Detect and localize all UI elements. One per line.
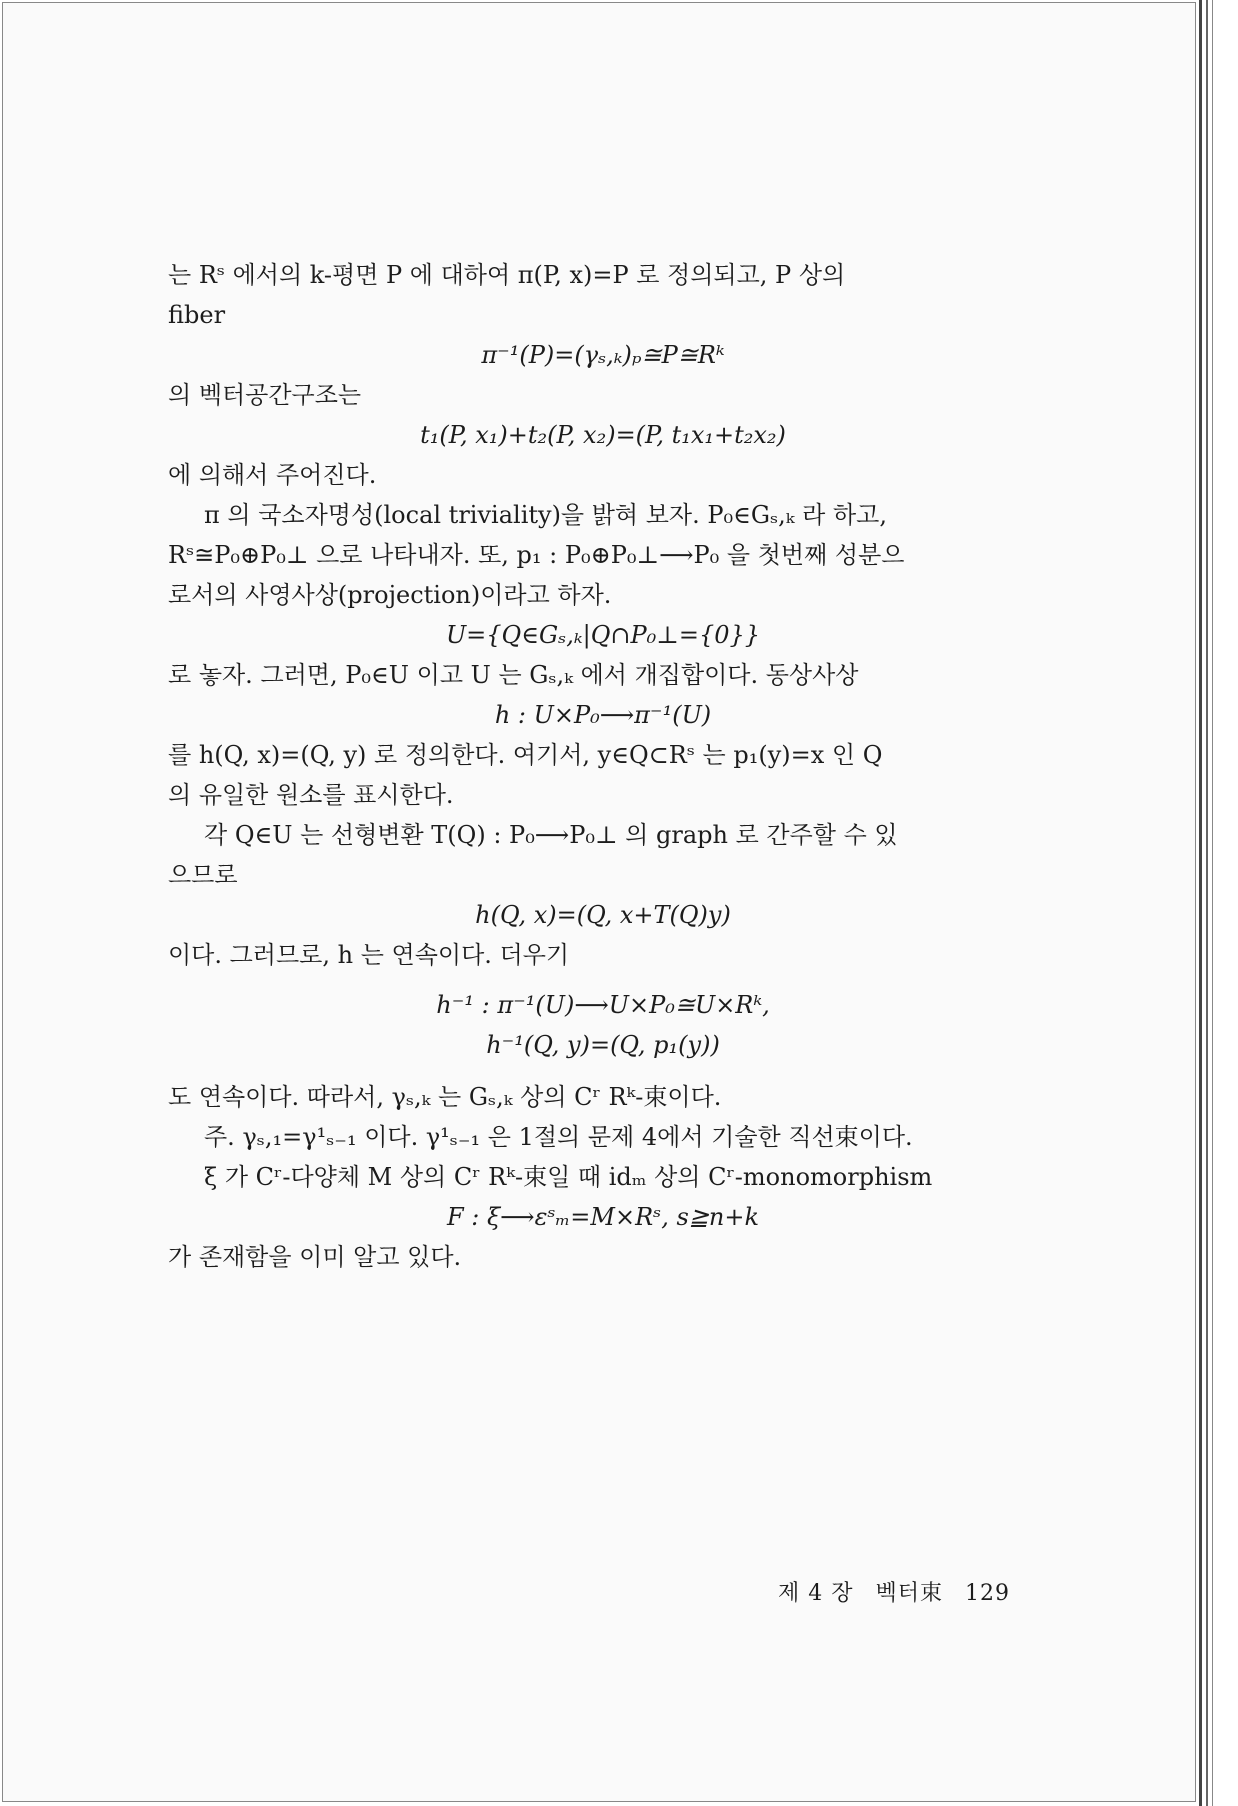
equation-line: h⁻¹(Q, y)=(Q, p₁(y)) (486, 1031, 720, 1059)
page-edge (1206, 0, 1208, 1806)
paragraph-line: 는 Rˢ 에서의 k-평면 P 에 대하여 π(P, x)=P 로 정의되고, P 상의 (168, 261, 846, 289)
page-edge (1199, 0, 1202, 1806)
chapter-label: 제 4 장 (777, 1581, 854, 1606)
equation-h-inverse (168, 985, 1038, 1065)
equation-h-def: h(Q, x)=(Q, x+T(Q)y) (475, 901, 731, 929)
paragraph-line: 각 Q∈U 는 선형변환 T(Q) : P₀⟶P₀⊥ 의 graph 로 간주할 수 있 (204, 821, 898, 849)
equation-line: h⁻¹ : π⁻¹(U)⟶U×P₀≅U×Rᵏ, (436, 991, 770, 1019)
paragraph-line: 이다. 그러므로, h 는 연속이다. 더우기 (168, 941, 570, 969)
equation-U: U={Q∈Gₛ,ₖ|Q∩P₀⊥={0}} (445, 621, 761, 649)
paragraph-line: 에 의해서 주어진다. (168, 461, 377, 489)
paragraph-line: 를 h(Q, x)=(Q, y) 로 정의한다. 여기서, y∈Q⊂Rˢ 는 p₁(y)=x 인 Q (168, 741, 883, 769)
paragraph-line: 으므로 (168, 861, 238, 889)
paragraph-line: fiber (168, 301, 226, 329)
paragraph-line: Rˢ≅P₀⊕P₀⊥ 으로 나타내자. 또, p₁ : P₀⊕P₀⊥⟶P₀ 을 첫번째 성분으 (168, 541, 905, 569)
running-footer (760, 1576, 1010, 1607)
chapter-title: 벡터束 (875, 1581, 943, 1606)
paragraph-line: 가 존재함을 이미 알고 있다. (168, 1243, 462, 1271)
paragraph-line: 도 연속이다. 따라서, γₛ,ₖ 는 Gₛ,ₖ 상의 Cʳ Rᵏ-束이다. (168, 1083, 722, 1111)
paragraph-line: 의 벡터공간구조는 (168, 381, 362, 409)
page-edge (1212, 0, 1213, 1806)
equation-h-map: h : U×P₀⟶π⁻¹(U) (494, 701, 712, 729)
equation-fiber: π⁻¹(P)=(γₛ,ₖ)ₚ≅P≅Rᵏ (481, 341, 725, 369)
paragraph-line: π 의 국소자명성(local triviality)을 밝혀 보자. P₀∈Gₛ,ₖ 라 하고, (204, 501, 887, 529)
page-body (168, 255, 1038, 1277)
note-line: 주. γₛ,₁=γ¹ₛ₋₁ 이다. γ¹ₛ₋₁ 은 1절의 문제 4에서 기술한 직선束이다. (204, 1123, 913, 1151)
paragraph-line: 로서의 사영사상(projection)이라고 하자. (168, 581, 612, 609)
equation-vector-space: t₁(P, x₁)+t₂(P, x₂)=(P, t₁x₁+t₂x₂) (420, 421, 786, 449)
paragraph-line: 의 유일한 원소를 표시한다. (168, 781, 454, 809)
equation-monomorphism: F : ξ⟶εˢₘ=M×Rˢ, s≧n+k (446, 1203, 760, 1231)
paragraph-line: ξ 가 Cʳ-다양체 M 상의 Cʳ Rᵏ-束일 때 idₘ 상의 Cʳ-monomorphism (204, 1163, 933, 1191)
page-number: 129 (965, 1581, 1010, 1606)
paragraph-line: 로 놓자. 그러면, P₀∈U 이고 U 는 Gₛ,ₖ 에서 개집합이다. 동상사상 (168, 661, 859, 689)
